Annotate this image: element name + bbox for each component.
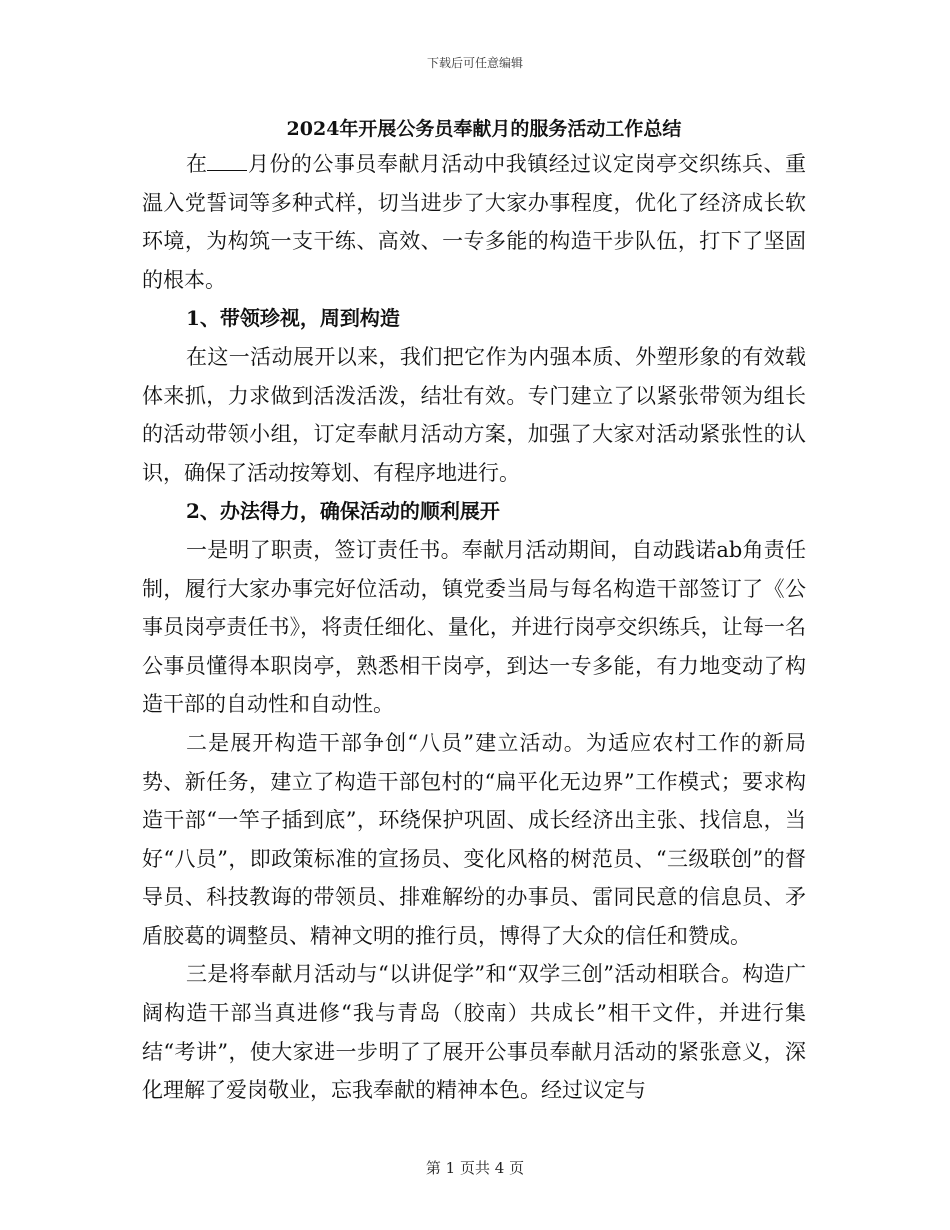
document-title: 2024年开展公务员奉献月的服务活动工作总结	[286, 118, 682, 140]
intro-after-blank: 月份的公事员奉献月活动中我镇经过议定岗亭交织练兵、重温入党誓词等多种式样，切当进步了大家办事程度，优化了经济成长软环境，为构筑一支干练、高效、一专多能的构造干步队伍，打下了坚固的根本。	[142, 152, 807, 292]
page-header-note: 下载后可任意编辑	[426, 56, 523, 70]
section-2-paragraph-1: 一是明了职责，签订责任书。奉献月活动期间，自动践诺ab角责任制，履行大家办事完好位活动，镇党委当局与每名构造干部签订了《公事员岗亭责任书》，将责任细化、量化，并进行岗亭交织练兵，让每一名公事员懂得本职岗亭，熟悉相干岗亭，到达一专多能，有力地变动了构造干部的自动性和自动性。	[142, 537, 806, 717]
section-1-heading: 1、带领珍视，周到构造	[186, 306, 400, 331]
section-2-paragraph-3: 三是将奉献月活动与“以讲促学”和“双学三创”活动相联合。构造广阔构造干部当真进修“我与青岛（胶南）共成长”相干文件，并进行集结“考讲”，使大家进一步明了了展开公事员奉献月活动的紧张意义，深化理解了爱岗敬业，忘我奉献的精神本色。经过议定与	[142, 962, 806, 1103]
fill-in-blank	[207, 152, 247, 171]
intro-before-blank: 在	[186, 152, 208, 176]
section-1-paragraph: 在这一活动展开以来，我们把它作为内强本质、外塑形象的有效载体来抓，力求做到活泼活泼，结壮有效。专门建立了以紧张带领为组长的活动带领小组，订定奉献月活动方案，加强了大家对活动紧张性的认识，确保了活动按筹划、有程序地进行。	[142, 344, 806, 485]
page-number: 第 1 页共 4 页	[425, 1159, 525, 1177]
section-2-heading: 2、办法得力，确保活动的顺利展开	[186, 499, 500, 524]
intro-paragraph	[142, 145, 806, 299]
section-2-paragraph-2: 二是展开构造干部争创“八员”建立活动。为适应农村工作的新局势、新任务，建立了构造干部包村的“扁平化无边界”工作模式；要求构造干部“一竿子插到底”，环绕保护巩固、成长经济出主张、找信息，当好“八员”，即政策标准的宣扬员、变化风格的树范员、“三级联创”的督导员、科技教诲的带领员、排难解纷的办事员、雷同民意的信息员、矛盾胶葛的调整员、精神文明的推行员，博得了大众的信任和赞成。	[142, 730, 806, 948]
document-body	[142, 113, 806, 1110]
